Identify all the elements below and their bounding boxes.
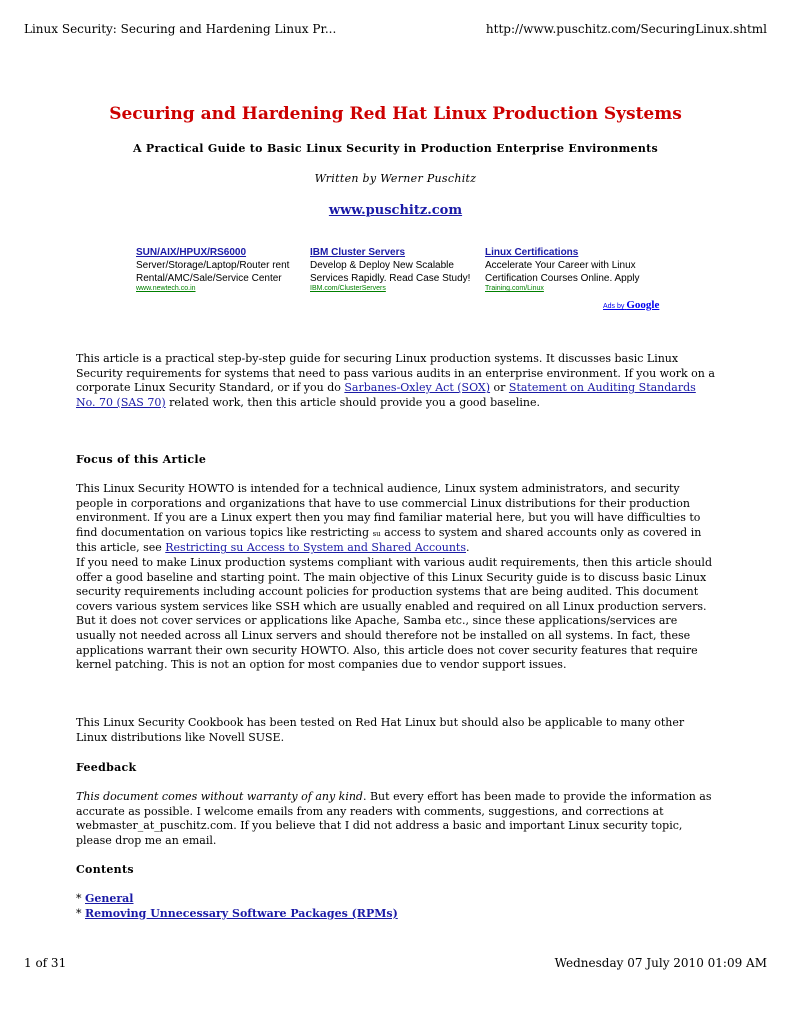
- ad-title-link[interactable]: IBM Cluster Servers: [310, 247, 406, 258]
- list-item: [76, 892, 716, 907]
- focus-text: access to system and shared accounts only as covered in this article, see: [76, 525, 702, 555]
- intro-paragraph: [76, 352, 716, 410]
- focus-text: .: [466, 541, 470, 555]
- ad-description: Develop & Deploy New Scalable Services Rapidly. Read Case Study!: [310, 260, 471, 284]
- ads-block: [136, 247, 676, 315]
- contents-heading: Contents: [76, 863, 134, 876]
- cookbook-paragraph: This Linux Security Cookbook has been tested on Red Hat Linux but should also be applicable to many other Linux distributions like Novell SUSE.: [76, 716, 685, 744]
- contents-link-general[interactable]: General: [85, 892, 134, 905]
- focus-text: If you need to make Linux production systems compliant with various audit requirements, then this article should offer a good baseline and starting point. The main objective of this Linux Security guide is to discuss basic Linux security requirements including account policies for production systems that are being audited. This document covers various system services like SSH which are usually enabled and required on all Linux production servers. But it does not cover services or applications like Apache, Samba etc., since these applications/services are usually not needed across all Linux servers and should therefore not be installed on all systems. In fact, these applications warrant their own security HOWTO. Also, this article does not cover security features that require kernel patching. This is not an option for most companies due to vendor support issues.: [76, 555, 712, 672]
- ad-item: [310, 247, 478, 292]
- list-item: [76, 907, 716, 922]
- bullet: *: [76, 892, 85, 905]
- feedback-text: . But every effort has been made to provide the information as accurate as possible. I welcome emails from any readers with comments, suggestions, and corrections at webmaster_at_puschitz.com. If you believe that I did not address a basic and important Linux security topic, please drop me an email.: [76, 790, 712, 847]
- focus-text: This Linux Security HOWTO is intended for a technical audience, Linux system administrators, and security people in corporations and organizations that have to use commercial Linux distributions for their production environment. If you are a Linux expert then you may find familiar material here, but you will have difficulties to find documentation on various topics like restricting: [76, 482, 701, 539]
- su-code: su: [372, 529, 381, 538]
- page-number: 1 of 31: [24, 956, 67, 970]
- sox-link[interactable]: Sarbanes-Oxley Act (SOX): [344, 381, 491, 395]
- ad-item: [485, 247, 653, 292]
- ad-url[interactable]: Training.com/Linux: [485, 285, 544, 292]
- ad-url[interactable]: www.newtech.co.in: [136, 285, 196, 292]
- intro-text: related work, then this article should provide you a good baseline.: [165, 395, 540, 409]
- page-subtitle: A Practical Guide to Basic Linux Security in Production Enterprise Environments: [132, 142, 659, 155]
- feedback-heading: Feedback: [76, 761, 137, 774]
- ad-title-link[interactable]: Linux Certifications: [485, 247, 579, 258]
- page-header-title: Linux Security: Securing and Hardening Linux Pr...: [24, 22, 337, 36]
- site-link[interactable]: www.puschitz.com: [328, 203, 463, 218]
- page-header-url: http://www.puschitz.com/SecuringLinux.shtml: [485, 22, 767, 36]
- ads-by-google-link[interactable]: [603, 299, 659, 311]
- contents-list: [76, 892, 716, 921]
- ad-item: [136, 247, 304, 292]
- ad-description: Server/Storage/Laptop/Router rent Rental/AMC/Sale/Service Center: [136, 260, 290, 284]
- contents-link-removing-packages[interactable]: Removing Unnecessary Software Packages (RPMs): [85, 906, 398, 920]
- google-logo: Google: [626, 299, 660, 311]
- ad-title-link[interactable]: SUN/AIX/HPUX/RS6000: [136, 247, 247, 258]
- focus-heading: Focus of this Article: [76, 453, 207, 466]
- intro-text: This article is a practical step-by-step guide for securing Linux production systems. It discusses basic Linux Security requirements for systems that need to pass various audits in an enterprise environment. If you work on a corporate Linux Security Standard, or if you do: [76, 352, 715, 395]
- ad-url[interactable]: IBM.com/ClusterServers: [310, 285, 386, 292]
- sas70-link[interactable]: Statement on Auditing Standards No. 70 (SAS 70): [76, 381, 696, 409]
- ads-by-prefix: Ads by: [603, 303, 625, 310]
- focus-paragraph: [76, 482, 716, 673]
- site-link-wrap: [0, 199, 791, 218]
- ad-description: Accelerate Your Career with Linux Certification Courses Online. Apply: [485, 260, 640, 284]
- restricting-su-link[interactable]: Restricting su Access to System and Shared Accounts: [165, 541, 466, 555]
- bullet: *: [76, 906, 85, 920]
- warranty-text: This document comes without warranty of any kind: [76, 790, 363, 803]
- page-title: Securing and Hardening Red Hat Linux Production Systems: [109, 104, 682, 124]
- feedback-paragraph: [76, 790, 716, 848]
- author-line: Written by Werner Puschitz: [314, 172, 477, 185]
- print-timestamp: Wednesday 07 July 2010 01:09 AM: [554, 956, 767, 970]
- intro-text: or: [490, 381, 509, 395]
